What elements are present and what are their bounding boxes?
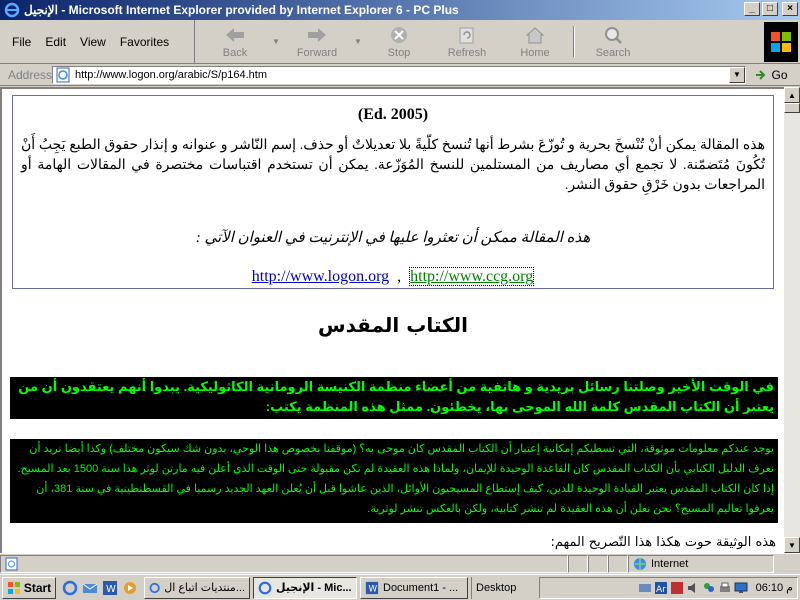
taskbar-injil-window[interactable]: الإنجيل - Mic... <box>253 577 357 599</box>
clock: م 06:10 <box>755 582 793 594</box>
window-title: الإنجيل - Microsoft Internet Explorer provided by Internet Explorer 6 - PC Plus <box>24 3 459 17</box>
edition-label: (Ed. 2005) <box>357 106 429 123</box>
scroll-down-icon[interactable]: ▼ <box>784 537 800 553</box>
address-url: http://www.logon.org/arabic/S/p164.htm <box>75 68 267 81</box>
page-title: الكتاب المقدس <box>317 313 469 337</box>
status-text <box>0 555 568 573</box>
word-icon[interactable] <box>102 580 118 596</box>
page-status-icon <box>5 557 19 571</box>
stop-button[interactable] <box>365 20 433 63</box>
address-label: Address <box>8 67 53 82</box>
vertical-scrollbar[interactable] <box>784 87 800 553</box>
search-icon <box>602 25 624 45</box>
menu-view[interactable]: View <box>80 34 106 49</box>
forward-button[interactable] <box>283 20 351 63</box>
taskbar <box>0 574 800 600</box>
standard-toolbar <box>195 20 800 63</box>
home-icon <box>524 25 546 45</box>
network-tray-icon[interactable] <box>638 581 652 595</box>
volume-tray-icon[interactable] <box>686 581 700 595</box>
address-bar-row <box>0 64 800 86</box>
logon-link[interactable]: http://www.logon.org <box>251 268 390 285</box>
maximize-button[interactable]: □ <box>762 2 778 16</box>
scroll-up-icon[interactable]: ▲ <box>784 87 800 103</box>
taskbar-forum-window[interactable]: منتديات اتباع ال... <box>144 577 250 599</box>
go-arrow-icon <box>754 69 768 81</box>
start-button[interactable] <box>2 577 56 599</box>
zone-label: Internet <box>651 557 689 570</box>
forward-dropdown-icon[interactable]: ▼ <box>354 37 362 46</box>
go-label: Go <box>771 67 788 82</box>
title-bar <box>0 0 800 20</box>
page-icon <box>55 67 71 83</box>
outlook-express-icon[interactable] <box>82 580 98 596</box>
ccg-link[interactable]: http://www.ccg.org <box>410 268 534 285</box>
menu-edit[interactable]: Edit <box>45 34 67 49</box>
refresh-icon <box>456 25 478 45</box>
refresh-label: Refresh <box>447 46 487 59</box>
stop-label: Stop <box>387 46 411 59</box>
status-cell <box>588 555 608 573</box>
ie-window-icon <box>149 581 160 595</box>
printer-tray-icon[interactable] <box>718 581 732 595</box>
start-label: Start <box>23 580 52 595</box>
monitor-tray-icon[interactable] <box>734 581 748 595</box>
ie-window-icon <box>258 581 272 595</box>
back-arrow-icon <box>224 25 246 45</box>
close-button[interactable]: × <box>782 2 798 16</box>
go-button[interactable] <box>746 68 796 82</box>
search-label: Search <box>595 46 631 59</box>
system-tray <box>539 577 798 599</box>
refresh-button[interactable] <box>433 20 501 63</box>
forward-label: Forward <box>296 46 338 59</box>
site-links <box>13 268 773 286</box>
security-zone <box>628 555 774 573</box>
back-button[interactable] <box>201 20 269 63</box>
page-viewport[interactable] <box>0 87 784 553</box>
address-input[interactable] <box>52 66 746 84</box>
messenger-tray-icon[interactable] <box>702 581 716 595</box>
media-player-icon[interactable] <box>122 580 138 596</box>
svg-text:W: W <box>106 583 116 595</box>
home-label: Home <box>520 46 550 59</box>
quick-launch <box>62 580 138 596</box>
antivirus-tray-icon[interactable] <box>670 581 684 595</box>
svg-text:W: W <box>368 584 378 594</box>
forward-arrow-icon <box>306 25 328 45</box>
copyright-text: هذه المقالة يمكن أنْ تُنْسخَ بحرية و تُوزّعَ بشرط أنها تُنسخ كلّيةً بلا تعديلاتٌ أو حذف. إسم النّاشر و عنوانه و إنذار حقوق الطبع يَجِبُ أَنْ تُكُونَ مُتَضمّنة. لا تجمع أي مصاريف من المستلمين للنسخ المُوَزّعة. يمكن أن تستخدم اقتباسات مختصرة في المقالات الهامة أو المراجعات بدون خَرْقِ حقوق النشر. <box>21 138 765 193</box>
home-button[interactable] <box>501 20 569 63</box>
menu-file[interactable]: File <box>12 34 32 49</box>
status-cell <box>568 555 588 573</box>
address-dropdown-icon[interactable]: ▼ <box>729 67 745 83</box>
internet-zone-icon <box>633 557 647 571</box>
windows-logo-icon <box>764 22 798 62</box>
status-bar <box>0 553 800 573</box>
svg-text:Ar: Ar <box>655 584 666 595</box>
minimize-button[interactable]: _ <box>744 2 760 16</box>
copyright-notice-box <box>12 95 774 289</box>
body-paragraph: هذه الوثيقة حوت هكذا هذا التّصريح المهم: <box>550 535 776 550</box>
highlighted-paragraph-1: في الوقت الأخير وصلتنا رسائل بريدية و هاتفية من أعضاء منظمة الكنيسة الرومانية الكاثوليكية. يبدوا أنهم يعتقدون أن من يعتبر أن الكتاب المقدس كلمة الله الموحى بها، يخطئون. ممثل هذه المنظمة يكتب: <box>10 377 778 419</box>
status-cell <box>608 555 628 573</box>
search-button[interactable] <box>579 20 647 63</box>
language-tray-icon[interactable] <box>654 581 668 595</box>
stop-icon <box>388 25 410 45</box>
desktop-toolbar[interactable]: Desktop <box>471 577 539 599</box>
scroll-thumb[interactable] <box>784 103 800 113</box>
internet-explorer-icon <box>4 2 20 18</box>
back-dropdown-icon[interactable]: ▼ <box>272 37 280 46</box>
taskbar-document-window[interactable]: W Document1 - ... <box>360 577 468 599</box>
back-label: Back <box>222 46 248 59</box>
menu-bar <box>0 20 195 63</box>
ie-quicklaunch-icon[interactable] <box>62 580 78 596</box>
toolbar-separator <box>573 26 575 57</box>
windows-flag-icon <box>7 581 21 595</box>
find-online-note: هذه المقالة ممكن أن تعثروا عليها في الإنترنيت في العنوان الآتي : <box>195 230 591 246</box>
link-separator: , <box>397 268 402 285</box>
word-window-icon <box>365 581 379 595</box>
highlighted-paragraph-2: يوجد عندكم معلومات موثوقة، التي تسطيكم إمكانية إعتبار أن الكتاب المقدس كان موحى به؟ (موقفنا بخصوص هذا الوحي، بدون شك سيكون مختلف) وكذا أيضا نريد أن نعرف الدليل الكتابي بأن الكتاب المقدس كان القاعدة الوحيدة للإيمان، ولماذا هذه العقيدة لم تكن مقبولة حتى الوقت الذي أعلن فيه مارتن لوثر هذا سنة 1500 بعد المسيح. إذا كان الكتاب المقدس يعتبر القيادة الوحيدة للدين، كيف إستطاع المسيحيون الأوائل، الذين عاشوا قبل أن يُعلن العهد الجديد رسميا في القسطنطينية في سنة 381، أن يعرفوا تعاليم المسيح؟ نحن نعلن أن هذه العقيدة لم تنشر كتابية، ولكن بالعكس تنشر لوثرية. <box>10 439 778 523</box>
menu-favorites[interactable]: Favorites <box>119 34 170 49</box>
menu-toolbar-row <box>0 20 800 64</box>
